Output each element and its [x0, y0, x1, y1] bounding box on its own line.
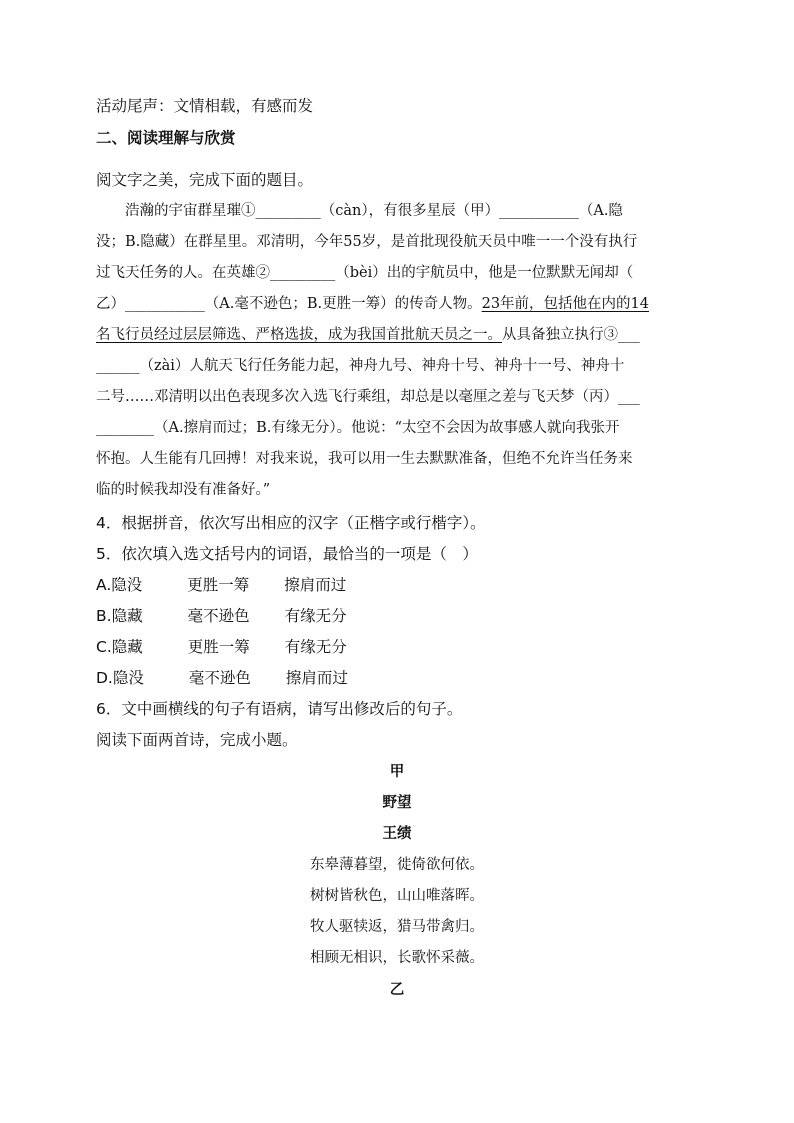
option-word-1: 隐没: [111, 576, 143, 594]
poem-intro: 阅读下面两首诗，完成小题。: [96, 731, 298, 749]
passage-line: [96, 448, 633, 470]
option-letter: C.: [96, 638, 112, 656]
passage-line: [96, 262, 633, 284]
underlined-sentence: 名飞行员经过层层筛选、严格选拔，成为我国首批航天员之一。: [96, 327, 502, 343]
poem-yi-label: 乙: [389, 982, 405, 998]
poem-author: 王绩: [382, 826, 412, 842]
poem-jia-label: 甲: [389, 764, 405, 780]
option-d: [96, 668, 348, 688]
poem-line: 东皋薄暮望，徙倚欲何依。: [310, 857, 484, 873]
option-b: [96, 606, 347, 626]
option-word-2: 毫不逊色: [187, 607, 250, 625]
passage-line: [96, 324, 640, 346]
passage-line: [96, 417, 620, 439]
passage-text: 从具备独立执行③___: [502, 327, 640, 343]
poem-line: 牧人驱犊返，猎马带禽归。: [310, 919, 484, 935]
poem-line: 树树皆秋色，山山唯落晖。: [310, 888, 484, 904]
option-word-1: 隐藏: [111, 638, 143, 656]
activity-ending-line: 活动尾声：文情相载，有感而发: [96, 97, 314, 115]
passage-text: 浩瀚的宇宙群星璀①_________（càn），有很多星辰（甲）___________（A.隐: [96, 203, 623, 219]
option-word-2: 更胜一筹: [187, 576, 250, 594]
option-a: [96, 575, 346, 595]
passage-text: 怀抱。人生能有几回搏！对我来说，我可以用一生去默默准备，但绝不允许当任务来: [96, 451, 633, 467]
option-word-2: 毫不逊色: [188, 669, 251, 687]
passage-line: [96, 231, 637, 253]
option-word-3: 擦肩而过: [284, 576, 347, 594]
question-5: 5．依次填入选文括号内的词语，最恰当的一项是（ ）: [96, 545, 478, 563]
underlined-sentence: 23年前，包括他在内的14: [481, 296, 649, 312]
passage-line: [96, 386, 640, 408]
poem-title: 野望: [382, 795, 412, 811]
option-word-2: 更胜一筹: [187, 638, 250, 656]
question-6: 6．文中画横线的句子有语病，请写出修改后的句子。: [96, 700, 463, 718]
option-letter: D.: [96, 669, 113, 687]
option-letter: A.: [96, 576, 112, 594]
option-word-3: 有缘无分: [284, 638, 347, 656]
passage-line: [96, 479, 270, 501]
section-intro: 阅文字之美，完成下面的题目。: [96, 171, 314, 189]
passage-line: [96, 200, 623, 222]
passage-line: [96, 293, 649, 315]
passage-text: 乙）___________（A.毫不逊色；B.更胜一筹）的传奇人物。: [96, 296, 482, 312]
option-letter: B.: [96, 607, 112, 625]
passage-text: ______（zài）人航天飞行任务能力起，神舟九号、神舟十号、神舟十一号、神舟十: [96, 358, 625, 374]
option-c: [96, 637, 347, 657]
passage-line: [96, 355, 624, 377]
option-word-3: 有缘无分: [284, 607, 347, 625]
passage-text: 没；B.隐藏）在群星里。邓清明，今年55岁，是首批现役航天员中唯一一个没有执行: [96, 234, 638, 250]
passage-text: ________（A.擦肩而过；B.有缘无分）。他说：“太空不会因为故事感人就向我张开: [96, 420, 620, 436]
poem-line: 相顾无相识，长歌怀采薇。: [310, 950, 484, 966]
option-word-1: 隐藏: [111, 607, 143, 625]
passage-text: 过飞天任务的人。在英雄②_________（bèi）出的宇航员中，他是一位默默无闻却（: [96, 265, 634, 281]
passage-text: 临的时候我却没有准备好。”: [96, 482, 271, 498]
passage-text: 二号……邓清明以出色表现多次入选飞行乘组，却总是以毫厘之差与飞天梦（丙）___: [96, 389, 640, 405]
section-title: 二、阅读理解与欣赏: [96, 129, 236, 147]
question-4: 4．根据拼音，依次写出相应的汉字（正楷字或行楷字）。: [96, 514, 486, 532]
option-word-1: 隐没: [112, 669, 144, 687]
option-word-3: 擦肩而过: [285, 669, 348, 687]
